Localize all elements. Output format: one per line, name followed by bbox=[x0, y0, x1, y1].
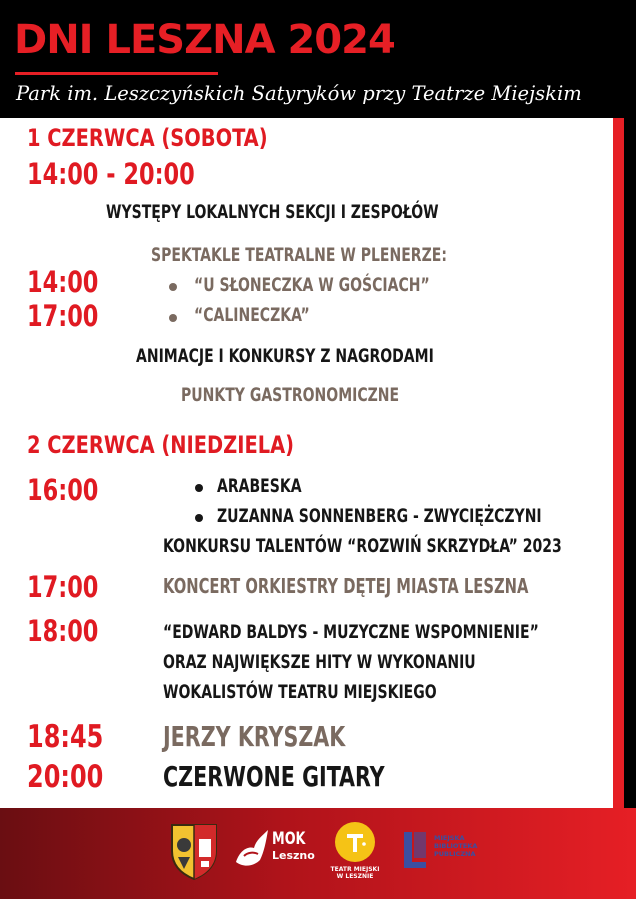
mok-logo-text: MOK bbox=[272, 829, 306, 849]
side-stripe-black bbox=[624, 118, 636, 808]
day1-local-sections: WYSTĘPY LOKALNYCH SEKCJI I ZESPOŁÓW bbox=[106, 201, 439, 223]
slot-1700-time: 17:00 bbox=[27, 570, 99, 604]
sponsor-footer bbox=[0, 808, 636, 899]
day2-date: 2 CZERWCA (NIEDZIELA) bbox=[27, 431, 295, 459]
mok-logo-sub: Leszno bbox=[272, 849, 315, 862]
bullet-icon bbox=[169, 314, 177, 322]
slot-1700-text: KONCERT ORKIESTRY DĘTEJ MIASTA LESZNA bbox=[163, 574, 529, 598]
coat-of-arms-icon bbox=[168, 821, 220, 881]
slot-1845-time: 18:45 bbox=[27, 719, 104, 755]
day1-gastronomy: PUNKTY GASTRONOMICZNE bbox=[181, 384, 400, 406]
slot-1600-item-2-line1: ZUZANNA SONNENBERG - ZWYCIĘŻCZYNI bbox=[217, 505, 542, 527]
slot-1600-item-2-line2: KONKURSU TALENTÓW “ROZWIŃ SKRZYDŁA” 2023 bbox=[163, 535, 562, 557]
day1-theatre-heading: SPEKTAKLE TEATRALNE W PLENERZE: bbox=[151, 244, 447, 266]
theatre-time-1: 14:00 bbox=[27, 265, 99, 299]
teatr-logo-icon bbox=[333, 820, 377, 864]
slot-1845-text: JERZY KRYSZAK bbox=[163, 720, 346, 753]
teatr-caption-1: TEATR MIEJSKI bbox=[330, 866, 380, 873]
page-title: DNI LESZNA 2024 bbox=[14, 17, 395, 63]
slot-1800-time: 18:00 bbox=[27, 614, 99, 648]
library-caption: MIEJSKA BIBLIOTEKA PUBLICZNA bbox=[434, 834, 478, 858]
day1-animations: ANIMACJE I KONKURSY Z NAGRODAMI bbox=[136, 345, 434, 367]
bullet-icon bbox=[195, 484, 203, 492]
theatre-title-2: “CALINECZKA” bbox=[194, 304, 310, 326]
day1-date: 1 CZERWCA (SOBOTA) bbox=[27, 124, 268, 152]
slot-1800-line2: ORAZ NAJWIĘKSZE HITY W WYKONANIU bbox=[163, 651, 476, 673]
slot-1800-line3: WOKALISTÓW TEATRU MIEJSKIEGO bbox=[163, 681, 437, 703]
side-stripe-red bbox=[613, 118, 624, 808]
slot-2000-text: CZERWONE GITARY bbox=[163, 760, 385, 793]
theatre-time-2: 17:00 bbox=[27, 299, 99, 333]
slot-1800-line1: “EDWARD BALDYS - MUZYCZNE WSPOMNIENIE” bbox=[163, 621, 539, 643]
day1-hours: 14:00 - 20:00 bbox=[27, 157, 195, 191]
location-subtitle: Park im. Leszczyńskich Satyryków przy Teatrze Miejskim bbox=[16, 82, 582, 105]
library-logo-icon bbox=[400, 828, 432, 872]
title-underline bbox=[15, 72, 218, 75]
teatr-caption-2: W LESZNIE bbox=[336, 873, 374, 880]
header bbox=[0, 0, 636, 118]
bullet-icon bbox=[195, 514, 203, 522]
slot-1600-item-1: ARABESKA bbox=[217, 475, 302, 497]
theatre-title-1: “U SŁONECZKA W GOŚCIACH” bbox=[194, 274, 430, 296]
slot-1600-time: 16:00 bbox=[27, 473, 99, 507]
bullet-icon bbox=[169, 283, 177, 291]
slot-2000-time: 20:00 bbox=[27, 759, 104, 795]
